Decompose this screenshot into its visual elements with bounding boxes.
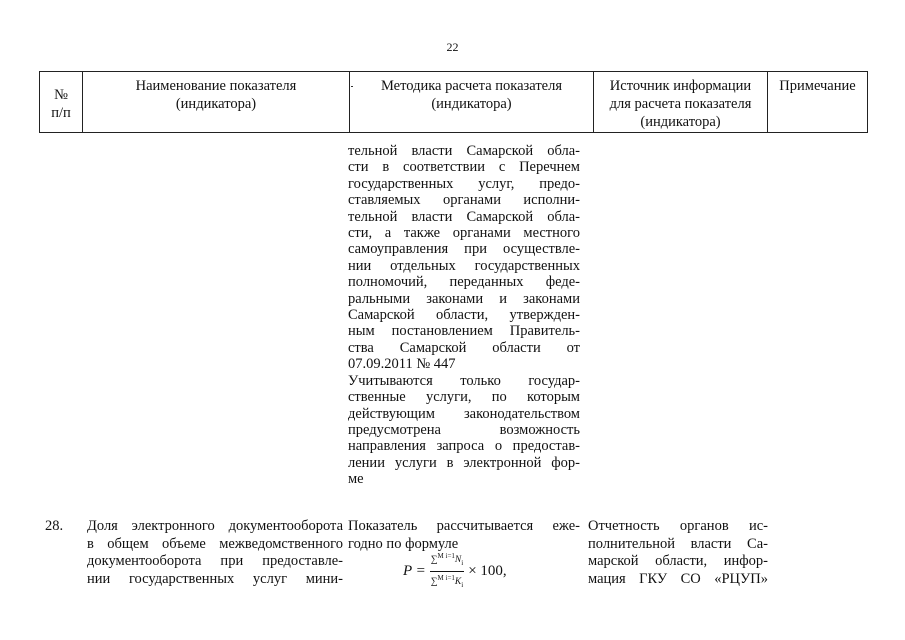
formula: [403, 553, 507, 589]
indicator-name: [87, 518, 343, 588]
text-line: ным постановлением Правитель-: [348, 323, 580, 340]
text-line: ральными законами и законами: [348, 290, 580, 307]
text-line: Отчетность органов ис-: [588, 518, 768, 534]
header-col-source-line: (индикатора): [640, 114, 721, 130]
header-col-method-line: (индикатора): [431, 96, 512, 112]
text-line: ставляемых органами исполни-: [348, 192, 580, 209]
text-line: Доля электронного документооборота: [87, 518, 343, 534]
header-col-number: [40, 72, 82, 132]
header-col-note-line: Примечание: [779, 78, 856, 94]
text-line: ственные услуги, по которым: [348, 389, 580, 406]
header-col-name-line: Наименование показателя: [135, 78, 297, 94]
text-line: тельной власти Самарской обла-: [348, 208, 580, 225]
text-line: государственных услуг, предо-: [348, 175, 580, 192]
text-line: мация ГКУ СО «РЦУП»: [588, 570, 768, 587]
indicator-source: [588, 518, 768, 588]
text-line: в общем объеме межведомственного: [87, 535, 343, 552]
numerator-var: N: [454, 555, 462, 566]
text-line: ства Самарской области от: [348, 339, 580, 356]
sum-sign: ∑: [430, 555, 438, 566]
sum-sign: ∑: [430, 576, 438, 587]
text-line: сти, а также органами местного: [348, 225, 580, 242]
row-number: 28.: [45, 518, 64, 534]
sum-limits: M i=1: [437, 573, 455, 582]
text-line: Самарской области, утвержден-: [348, 307, 580, 324]
header-col-number-line: п/п: [51, 105, 71, 121]
text-line: 07.09.2011 № 447: [348, 356, 456, 373]
header-col-note: [767, 72, 867, 132]
header-col-method-line: Методика расчета показателя: [380, 78, 562, 94]
method-continuation: [348, 143, 580, 488]
scan-speck: [351, 86, 353, 87]
text-line: полнительной власти Са-: [588, 535, 768, 552]
text-line: лении услуги в электронной фор-: [348, 454, 580, 471]
text-line: направления запроса о предостав-: [348, 438, 580, 455]
page-number: 22: [446, 40, 459, 54]
header-col-source: [593, 72, 767, 132]
header-col-source-line: Источник информации: [609, 78, 752, 94]
text-line: предусмотрена возможность: [348, 421, 580, 438]
sum-limits: M i=1: [437, 552, 455, 561]
text-line: полномочий, переданных феде-: [348, 274, 580, 291]
header-col-method: [349, 72, 593, 132]
text-line: самоуправления при осуществле-: [348, 241, 580, 258]
numerator-sub: i: [461, 559, 464, 568]
text-line: ме: [348, 471, 364, 488]
table-header: [39, 71, 868, 133]
formula-rhs: × 100,: [468, 562, 507, 579]
header-col-name: [82, 72, 349, 132]
denominator-var: K: [454, 576, 462, 587]
formula-numerator: [430, 551, 464, 571]
text-line: действующим законодательством: [348, 405, 580, 422]
text-line: документооборота при предоставле-: [87, 553, 343, 569]
text-line: нии государственных услуг мини-: [87, 570, 343, 587]
formula-fraction: [430, 551, 464, 590]
text-line: нии отдельных государственных: [348, 257, 580, 274]
text-line: Показатель рассчитывается еже-: [348, 518, 580, 534]
text-line: тельной власти Самарской обла-: [348, 143, 580, 159]
header-col-number-line: №: [54, 87, 68, 103]
formula-denominator: [431, 572, 463, 591]
text-line: сти в соответствии с Перечнем: [348, 159, 580, 176]
denominator-sub: i: [461, 580, 464, 589]
text-line: Учитываются только государ-: [348, 372, 580, 389]
header-col-name-line: (индикатора): [175, 96, 257, 112]
text-line: годно по формуле: [348, 535, 459, 552]
header-col-source-line: для расчета показателя: [609, 96, 752, 112]
text-line: марской области, инфор-: [588, 553, 768, 569]
indicator-method: [348, 518, 580, 553]
formula-lhs: P =: [403, 562, 426, 579]
